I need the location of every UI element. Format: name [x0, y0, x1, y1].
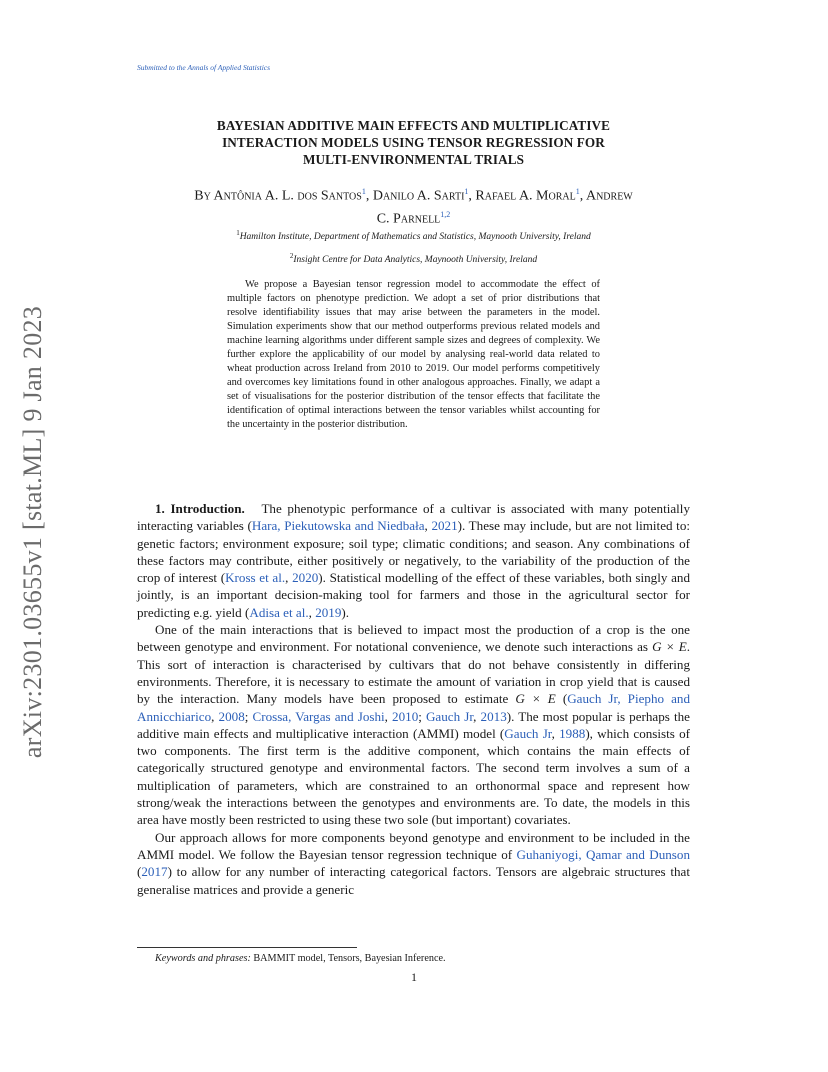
arxiv-stamp	[8, 292, 58, 772]
title-line-2: INTERACTION MODELS USING TENSOR REGRESSION FOR	[222, 135, 605, 150]
citation-gauch-1988-year[interactable]: 1988	[559, 725, 586, 741]
intro-paragraph-3	[137, 829, 690, 898]
author-2: Danilo A. Sarti	[372, 188, 465, 204]
text-span: . This sort of interaction is characterised by cultivars that do not behave consistently in differing environments. Therefore, it is necessary to estimate the amount of variation in crop yield that is caused by the interaction. Many models have been proposed to estimate	[137, 639, 690, 707]
keywords-text: BAMMIT model, Tensors, Bayesian Inference.	[250, 953, 446, 964]
affiliation-2-mark: 2	[289, 252, 294, 260]
intro-paragraph-2	[137, 621, 690, 829]
citation-hara-year[interactable]: 2021	[431, 518, 458, 534]
text-span: Our approach allows for more components beyond genotype and environment to be included in the AMMI model. We follow the Bayesian tensor regression technique of	[137, 829, 690, 862]
text-span: ).	[341, 604, 350, 620]
footnote-divider	[137, 947, 357, 948]
abstract: We propose a Bayesian tensor regression model to accommodate the effect of multiple factors on phenotype prediction. We adopt a set of prior distributions that resolve identifiability issues that may arise between the parameters in the model. Simulation experiments show that our method outperforms previous related models and machine learning algorithms under different sample sizes and degrees of complexity. We further explore the applicability of our model by analysing real-world data related to wheat production across Ireland from 2010 to 2019. Our model performs competitively and overcomes key limitations found in other analogous approaches. Finally, we adapt a set of visualisations for the posterior distribution of the tensor effects that facilitate the identification of optimal interactions between the tensor variables whilst accounting for the uncertainty in the posterior distribution.	[227, 279, 600, 431]
text-span: ,	[424, 518, 432, 534]
text-span: (	[555, 691, 568, 707]
text-span: ,	[551, 725, 560, 741]
intro-paragraph-1	[137, 500, 690, 621]
journal-header-note: Submitted to the Annals of Applied Statistics	[137, 63, 271, 72]
by-word: By	[194, 188, 211, 204]
citation-adisa-year[interactable]: 2019	[315, 604, 342, 620]
citation-gauch-2008-year[interactable]: 2008	[218, 708, 245, 724]
title-line-3: MULTI-ENVIRONMENTAL TRIALS	[302, 152, 525, 167]
affiliation-2-text: Insight Centre for Data Analytics, Maynooth University, Ireland	[293, 255, 538, 266]
text-span: ,	[473, 708, 481, 724]
text-span: ) to allow for any number of interacting categorical factors. Tensors are algebraic structures that generalise matrices and provide a generic	[137, 864, 690, 897]
page-number: 1	[411, 970, 417, 984]
author-3: Rafael A. Moral	[475, 188, 576, 204]
text-span: ,	[285, 570, 293, 586]
text-span: ). Statistical modelling of the effect of these variables, both singly and jointly, is an important decision-making tool for farmers and those in the agricultural sector for predicting e.g. yield (	[137, 570, 690, 620]
text-span: (	[137, 864, 142, 880]
citation-gauch-2013-year[interactable]: 2013	[480, 708, 507, 724]
arxiv-id: arXiv:2301.03655v1 [stat.ML] 9 Jan 2023	[18, 305, 47, 759]
section-heading: 1. Introduction.	[155, 501, 245, 516]
text-span: ), which consists of two components. The first term is the additive component, which contains the main effects of categorically structured genotype and environmental factors. The second term involves a sum of a multiplication of parameters, which are constrained to an orthonormal space and represent how strong/weak the interactions between the genotypes and environments are. To date, the models in this area have mostly been restricted to using these two sole (but important) covariates.	[137, 725, 690, 828]
citation-hara[interactable]: Hara, Piekutowska and Niedbała	[251, 518, 425, 534]
author-4-last: C. Parnell	[376, 211, 441, 227]
citation-gauch-2013[interactable]: Gauch Jr	[425, 708, 474, 724]
citation-crossa[interactable]: Crossa, Vargas and Joshi	[252, 708, 385, 724]
title-line-1: BAYESIAN ADDITIVE MAIN EFFECTS AND MULTIPLICATIVE	[216, 118, 611, 133]
citation-crossa-year[interactable]: 2010	[392, 708, 419, 724]
main-body	[137, 500, 690, 898]
affiliation-1	[137, 229, 690, 242]
paper-title	[137, 117, 690, 168]
text-span: ,	[308, 604, 316, 620]
text-span: ). These may include, but are not limited to: genetic factors; environment exposure; soil type; climatic conditions; and season. Any combinations of these factors may contribute, either positively or negatively, to the variability of the production of the crop of interest (	[137, 518, 690, 586]
text-span: ;	[244, 708, 253, 724]
author-1: Antônia A. L. dos Santos	[213, 188, 362, 204]
author-3-affil[interactable]: 1	[575, 187, 580, 196]
affiliation-1-text: Hamilton Institute, Department of Mathematics and Statistics, Maynooth University, Ireland	[239, 232, 591, 243]
citation-gauch-1988[interactable]: Gauch Jr	[504, 725, 552, 741]
citation-kross-year[interactable]: 2020	[292, 570, 319, 586]
author-4-first: Andrew	[585, 188, 633, 204]
text-span: ). The most popular is perhaps the additive main effects and multiplicative interaction (AMMI) model (	[137, 708, 690, 741]
affiliation-1-mark: 1	[236, 229, 240, 237]
text-span: ;	[418, 708, 426, 724]
text-span: The phenotypic performance of a cultivar is associated with many potentially interacting variables (	[137, 501, 690, 534]
citation-adisa[interactable]: Adisa et al.	[249, 604, 309, 620]
math-gxe: G × E	[652, 639, 687, 655]
text-span: ,	[384, 708, 393, 724]
text-span: ,	[211, 708, 219, 724]
citation-guhaniyogi-year[interactable]: 2017	[141, 864, 168, 880]
math-gxe-2: G × E	[515, 691, 556, 707]
author-1-affil[interactable]: 1	[361, 187, 366, 196]
author-list: By Antônia A. L. dos Santos$^1$, Danilo A. Sarti$^1$, Rafael A. Moral$^1$, Andrew C. Parnell$^{1,2}$	[194, 187, 633, 227]
keywords-label: Keywords and phrases:	[155, 953, 251, 964]
citation-gauch-2008[interactable]: Gauch Jr, Piepho and Annicchiarico	[137, 691, 690, 724]
author-4-affil[interactable]: 1,2	[440, 209, 451, 219]
citation-guhaniyogi[interactable]: Guhaniyogi, Qamar and Dunson	[516, 846, 690, 862]
author-2-affil[interactable]: 1	[464, 187, 469, 196]
affiliation-2	[137, 252, 690, 265]
text-span: One of the main interactions that is believed to impact most the production of a crop is the one between genotype and environment. For notational convenience, we denote such interactions as	[137, 622, 690, 655]
keywords-footnote	[155, 953, 446, 964]
citation-kross[interactable]: Kross et al.	[225, 570, 286, 586]
